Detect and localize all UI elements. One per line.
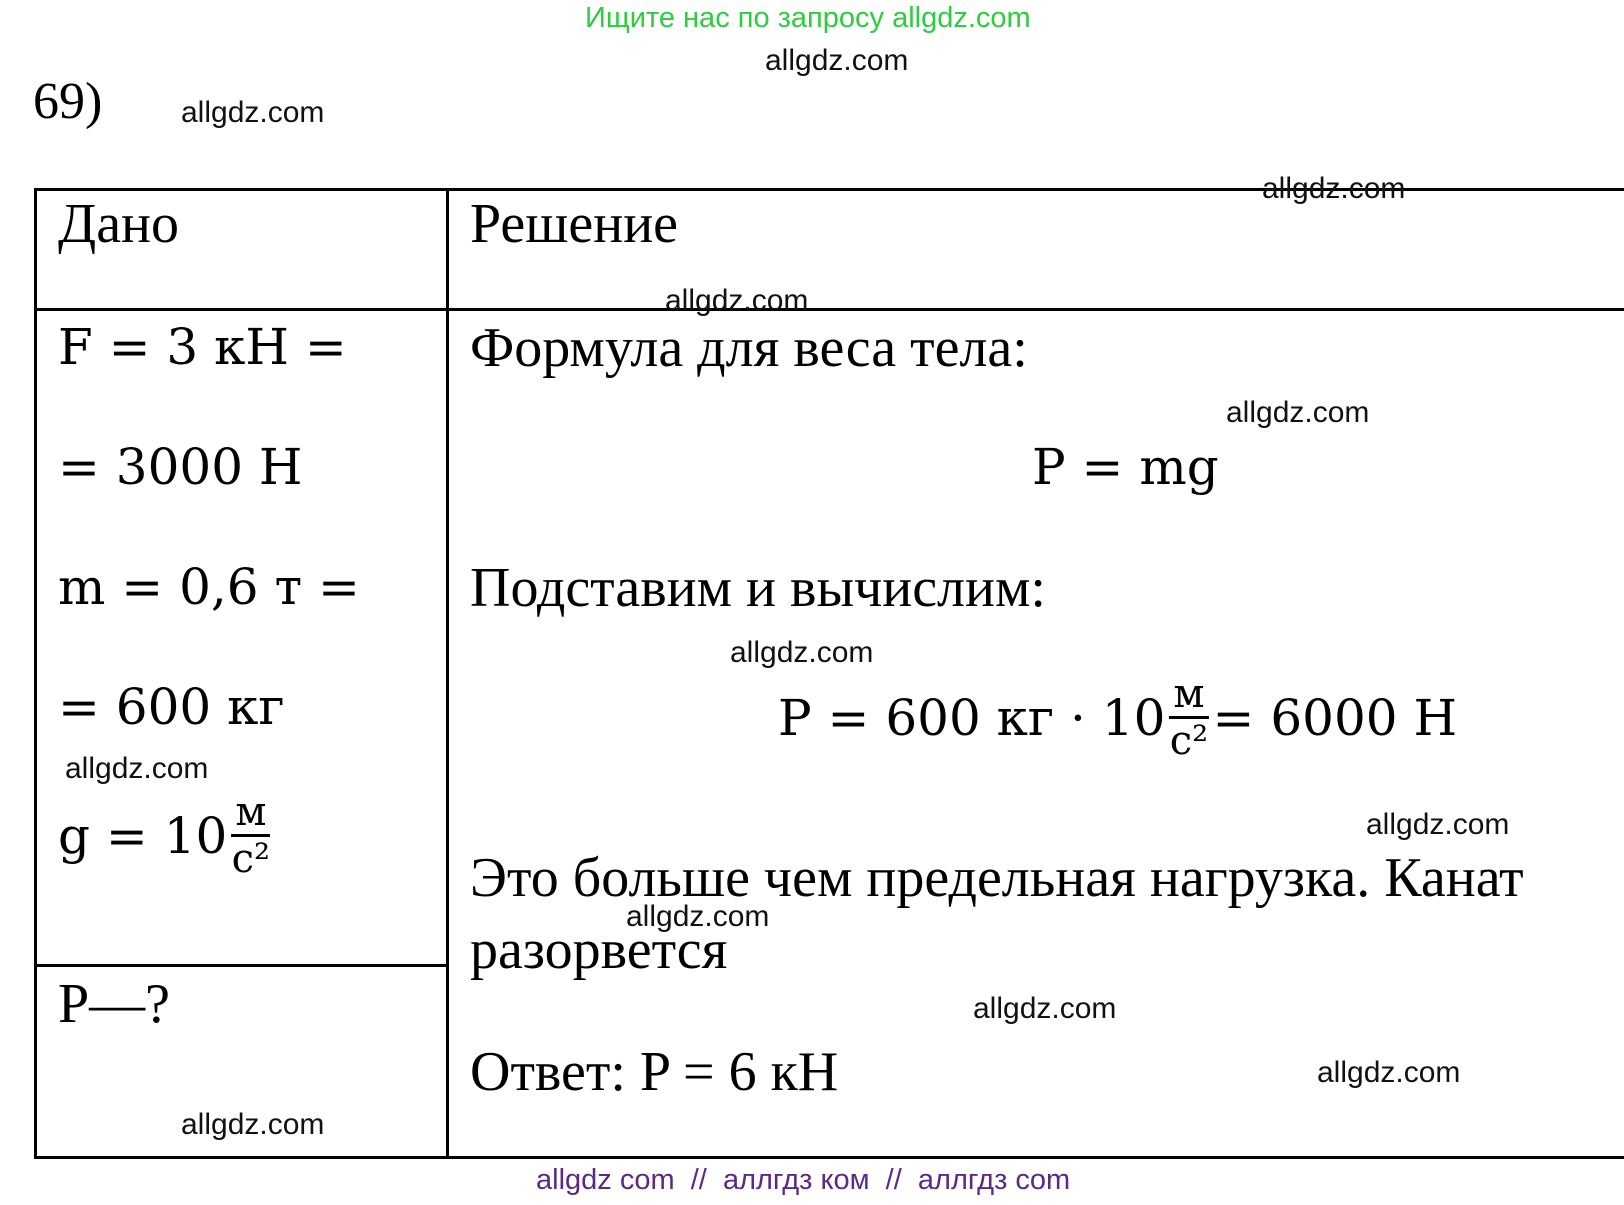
given-force-si: = 3000 Н bbox=[58, 438, 303, 496]
given-force: F = 3 кН = bbox=[58, 318, 347, 376]
watermark: allgdz.com bbox=[181, 1108, 325, 1141]
conclusion-line-1: Это больше чем предельная нагрузка. Канат bbox=[470, 847, 1524, 909]
fraction-numerator: м bbox=[1169, 672, 1208, 719]
given-gravity-value: g = 10 bbox=[58, 806, 228, 865]
table-border-bottom bbox=[34, 1156, 1624, 1159]
given-mass: m = 0,6 т = bbox=[58, 558, 360, 616]
table-border-left bbox=[34, 188, 37, 1159]
given-gravity bbox=[58, 790, 274, 881]
calculation-left: P = 600 кг · 10 bbox=[778, 688, 1166, 747]
given-header: Дано bbox=[58, 193, 180, 255]
calculation bbox=[778, 672, 1457, 763]
promo-text[interactable]: Ищите нас по запросу allgdz.com bbox=[585, 2, 1031, 34]
watermark: allgdz.com bbox=[1317, 1056, 1461, 1089]
conclusion-line-2: разорвется bbox=[470, 919, 728, 981]
answer: Ответ: P = 6 кН bbox=[470, 1041, 839, 1103]
watermark: allgdz.com bbox=[65, 752, 209, 785]
problem-number: 69) bbox=[33, 73, 103, 130]
watermark: allgdz.com bbox=[730, 636, 874, 669]
watermark: allgdz.com bbox=[626, 900, 770, 933]
gravity-unit-fraction bbox=[231, 790, 270, 881]
watermark: allgdz.com bbox=[665, 284, 809, 317]
substitute-label: Подставим и вычислим: bbox=[470, 557, 1046, 619]
watermark: allgdz.com bbox=[1226, 396, 1370, 429]
solution-header: Решение bbox=[470, 193, 679, 255]
given-find-divider bbox=[34, 964, 448, 967]
watermark: allgdz.com bbox=[181, 96, 325, 129]
fraction-denominator: с² bbox=[231, 836, 271, 882]
find-quantity: P—? bbox=[58, 973, 170, 1035]
table-row-divider bbox=[34, 308, 1624, 311]
calculation-result: = 6000 Н bbox=[1212, 688, 1458, 747]
footer-links[interactable]: allgdz com // аллгдз ком // аллгдз com bbox=[536, 1164, 1071, 1196]
fraction-numerator: м bbox=[231, 790, 270, 837]
watermark: allgdz.com bbox=[765, 44, 909, 77]
calc-unit-fraction bbox=[1169, 672, 1208, 763]
fraction-denominator: с² bbox=[1169, 718, 1209, 764]
weight-formula: P = mg bbox=[1032, 438, 1219, 496]
watermark: allgdz.com bbox=[973, 992, 1117, 1025]
watermark: allgdz.com bbox=[1366, 808, 1510, 841]
formula-label: Формула для веса тела: bbox=[470, 317, 1028, 379]
table-column-divider bbox=[446, 188, 449, 1159]
watermark: allgdz.com bbox=[1262, 172, 1406, 205]
given-mass-si: = 600 кг bbox=[58, 678, 285, 736]
